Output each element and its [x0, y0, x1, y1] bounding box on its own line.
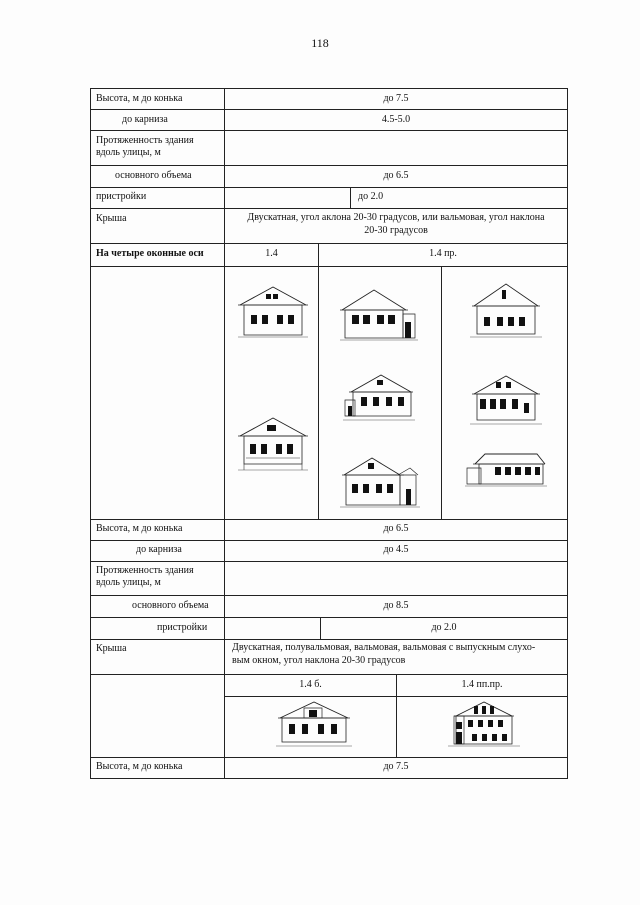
extension-label-2: пристройки [157, 622, 208, 633]
street-length-label: Протяженность здания вдоль улицы, м [96, 135, 194, 158]
house-facade-icon [238, 416, 308, 472]
eaves-height-value: 4.5-5.0 [381, 114, 411, 125]
roof-label-2: Крыша [96, 643, 127, 654]
eaves-height-value-2: до 4.5 [383, 544, 409, 555]
type-1-4-pp-pr-header: 1.4 пп.пр. [461, 679, 503, 690]
house-facade-icon [340, 288, 418, 342]
roof-value-line-2: 20-30 градусов [364, 225, 428, 236]
house-facade-icon [238, 285, 308, 340]
house-facade-icon [340, 455, 420, 511]
main-volume-label-2: основного объема [132, 600, 209, 611]
street-length-label-2: Протяженность здания вдоль улицы, м [96, 565, 194, 588]
height-ridge-value-2: до 6.5 [383, 523, 409, 534]
eaves-height-label-2: до карниза [136, 544, 182, 555]
page-number: 118 [311, 36, 329, 50]
height-ridge-label-3: Высота, м до конька [96, 761, 183, 772]
window-axes-label: На четыре оконные оси [96, 248, 204, 259]
roof-label: Крыша [96, 213, 127, 224]
extension-value-2: до 2.0 [431, 622, 457, 633]
main-volume-value-2: до 8.5 [383, 600, 409, 611]
roof-value-2-line-2: вым окном, угол наклона 20-30 градусов [232, 655, 406, 666]
height-ridge-value: до 7.5 [383, 93, 409, 104]
eaves-height-label: до карниза [122, 114, 168, 125]
house-facade-icon [448, 700, 520, 750]
house-facade-icon [470, 282, 542, 342]
main-volume-label: основного объема [115, 170, 192, 181]
house-facade-icon [465, 450, 547, 490]
roof-value-2-line-1: Двускатная, полувальмовая, вальмовая, вальмовая с выпускным слухо- [232, 642, 536, 653]
height-ridge-label-2: Высота, м до конька [96, 523, 183, 534]
type-1-4-header: 1.4 [265, 248, 278, 259]
type-1-4-pr-header: 1.4 пр. [429, 248, 457, 259]
roof-value-line-1: Двускатная, угол аклона 20-30 градусов, или вальмовая, угол наклона [247, 212, 545, 223]
extension-label: пристройки [96, 191, 147, 202]
house-facade-icon [470, 374, 542, 430]
house-facade-icon [343, 372, 415, 426]
height-ridge-label: Высота, м до конька [96, 93, 183, 104]
type-1-4-b-header: 1.4 б. [299, 679, 322, 690]
height-ridge-value-3: до 7.5 [383, 761, 409, 772]
house-facade-icon [276, 700, 352, 750]
extension-value: до 2.0 [358, 191, 384, 202]
main-volume-value: до 6.5 [383, 170, 409, 181]
